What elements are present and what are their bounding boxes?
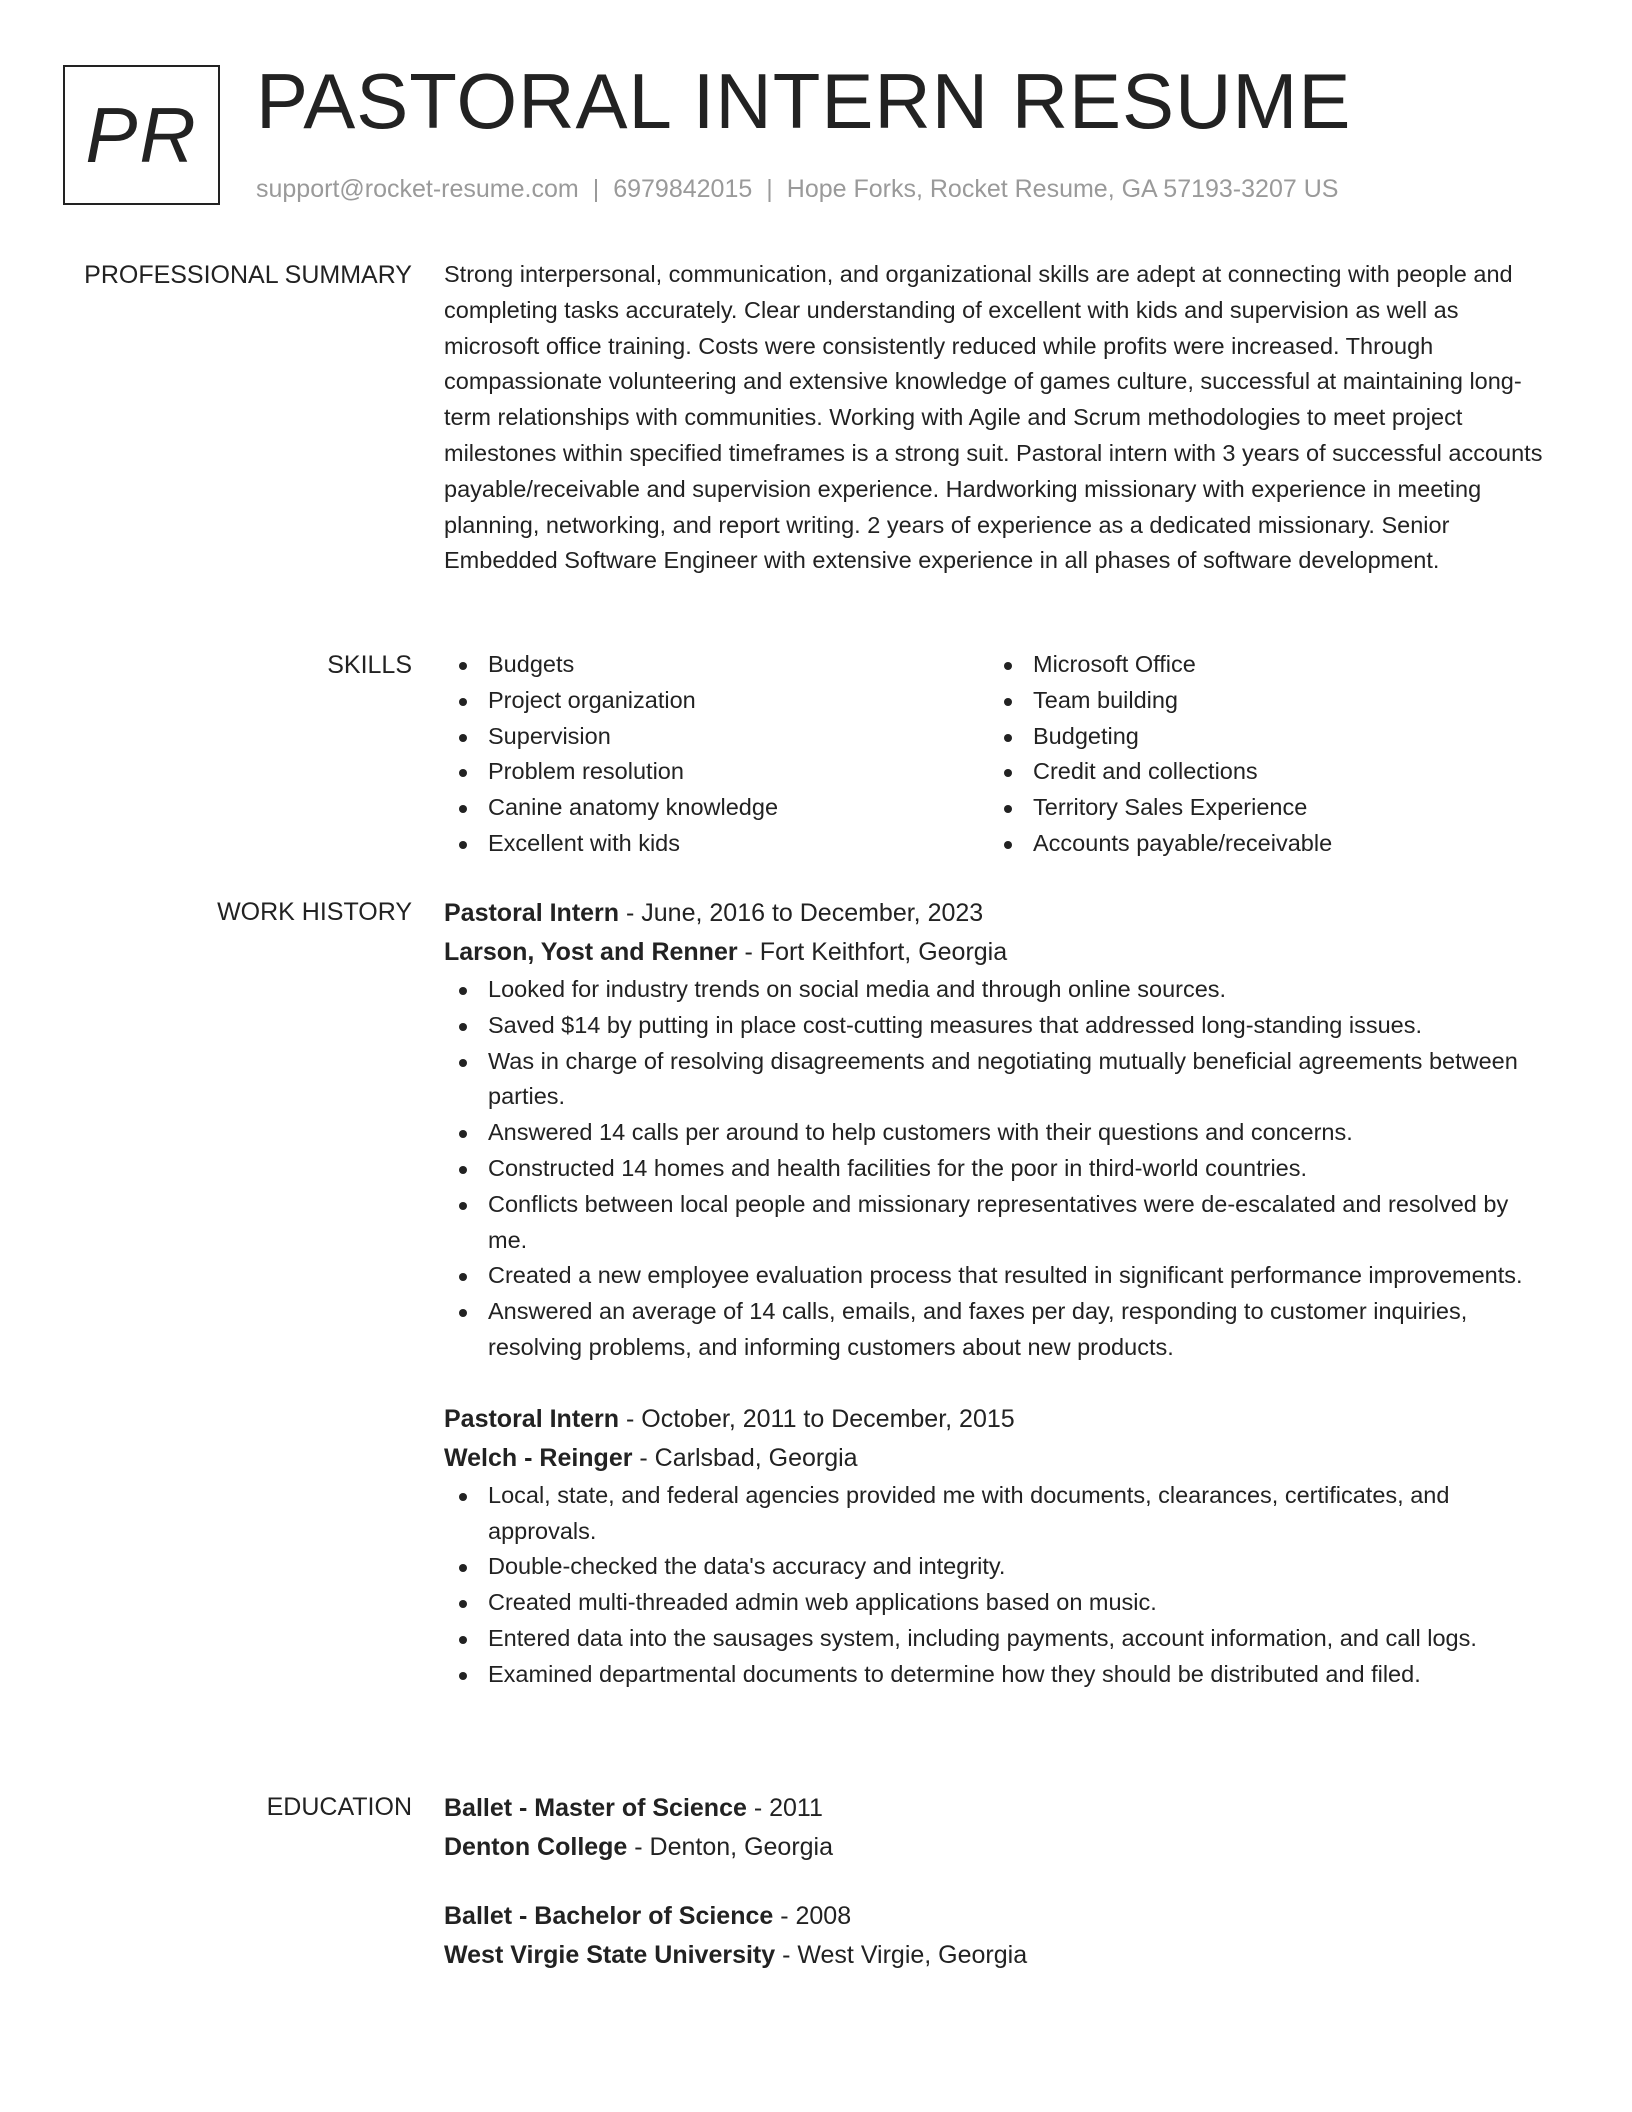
contact-email[interactable]: support@rocket-resume.com [256,175,579,203]
education-year: - 2008 [773,1902,852,1930]
education-degree-line [444,1789,1544,1828]
education-school: Denton College [444,1833,628,1861]
summary-body [444,257,1544,579]
job-title-line [444,894,1544,933]
education-location: - Denton, Georgia [627,1833,834,1861]
skills-list-left [444,647,989,862]
job-dates: - June, 2016 to December, 2023 [619,899,984,927]
skill-item: Team building [989,683,1534,719]
job-location: - Carlsbad, Georgia [632,1443,858,1472]
section-label-work-history: WORK HISTORY [217,898,412,926]
section-label-summary: PROFESSIONAL SUMMARY [84,261,412,289]
contact-line [256,173,1338,205]
job-entry [444,894,1544,1366]
job-bullet: Local, state, and federal agencies provided me with documents, clearances, certificates, and approvals. [444,1478,1544,1550]
job-bullet: Was in charge of resolving disagreements and negotiating mutually beneficial agreements between parties. [444,1044,1544,1116]
job-bullet: Constructed 14 homes and health facilities for the poor in third-world countries. [444,1151,1544,1187]
monogram-logo: PR [63,65,220,205]
job-dates: - October, 2011 to December, 2015 [619,1404,1015,1433]
job-title: Pastoral Intern [444,1404,620,1433]
job-bullet: Examined departmental documents to determine how they should be distributed and filed. [444,1657,1544,1693]
contact-address: Hope Forks, Rocket Resume, GA 57193-3207 US [786,175,1339,203]
contact-phone[interactable]: 6979842015 [613,175,753,203]
job-title-line [444,1400,1544,1439]
job-bullet: Created a new employee evaluation process that resulted in significant performance improvements. [444,1258,1544,1294]
contact-separator: | [766,175,773,203]
education-school: West Virgie State University [444,1941,776,1969]
education-body [444,1789,1544,1975]
skill-item: Project organization [444,683,989,719]
job-company-line [444,933,1544,972]
education-entry [444,1897,1544,1975]
education-school-line [444,1936,1544,1975]
job-company: Larson, Yost and Renner [444,938,738,966]
skills-grid [444,647,1544,862]
job-company-line [444,1439,1544,1478]
education-degree: Ballet - Bachelor of Science [444,1902,774,1930]
job-entry [444,1400,1544,1693]
skill-item: Supervision [444,719,989,755]
job-bullet-list [444,1478,1544,1693]
job-bullet: Looked for industry trends on social media and through online sources. [444,972,1544,1008]
skill-item: Accounts payable/receivable [989,826,1534,862]
education-year: - 2011 [746,1794,823,1822]
contact-separator: | [592,175,600,203]
job-bullet-list [444,972,1544,1366]
skill-item: Budgets [444,647,989,683]
education-school-line [444,1828,1544,1867]
job-bullet: Double-checked the data's accuracy and integrity. [444,1549,1544,1585]
education-entry [444,1789,1544,1867]
job-bullet: Saved $14 by putting in place cost-cutting measures that addressed long-standing issues. [444,1008,1544,1044]
skill-item: Credit and collections [989,754,1534,790]
job-location: - Fort Keithfort, Georgia [737,938,1008,966]
summary-text: Strong interpersonal, communication, and organizational skills are adept at connecting with people and completing tasks accurately. Clear understanding of excellent with kids and supervision as well as microsoft office training. Costs were consistently reduced while profits were increased. Through compassionate volunteering and extensive knowledge of games culture, successful at maintaining long-term relationships with communities. Working with Agile and Scrum methodologies to meet project milestones within specified timeframes is a strong suit. Pastoral intern with 3 years of successful accounts payable/receivable and supervision experience. Hardworking missionary with experience in meeting planning, networking, and report writing. 2 years of experience as a dedicated missionary. Senior Embedded Software Engineer with extensive experience in all phases of software development. [444,261,1543,574]
job-bullet: Answered 14 calls per around to help customers with their questions and concerns. [444,1115,1544,1151]
skill-item: Problem resolution [444,754,989,790]
job-title: Pastoral Intern [444,899,620,927]
job-bullet: Conflicts between local people and missionary representatives were de-escalated and resolved by me. [444,1187,1544,1259]
education-degree-line [444,1897,1544,1936]
skill-item: Excellent with kids [444,826,989,862]
education-location: - West Virgie, Georgia [775,1941,1028,1969]
skill-item: Territory Sales Experience [989,790,1534,826]
resume-title: PASTORAL INTERN RESUME [256,57,1352,145]
job-company: Welch - Reinger [444,1443,633,1472]
skill-item: Budgeting [989,719,1534,755]
section-label-skills: SKILLS [327,651,412,679]
skill-item: Canine anatomy knowledge [444,790,989,826]
skills-body [444,647,1544,862]
skills-list-right [989,647,1534,862]
job-bullet: Entered data into the sausages system, including payments, account information, and call logs. [444,1621,1544,1657]
education-degree: Ballet - Master of Science [444,1794,747,1822]
skill-item: Microsoft Office [989,647,1534,683]
section-label-education: EDUCATION [266,1793,412,1821]
job-bullet: Created multi-threaded admin web applications based on music. [444,1585,1544,1621]
job-bullet: Answered an average of 14 calls, emails, and faxes per day, responding to customer inquiries, resolving problems, and informing customers about new products. [444,1294,1544,1366]
work-history-body [444,894,1544,1693]
